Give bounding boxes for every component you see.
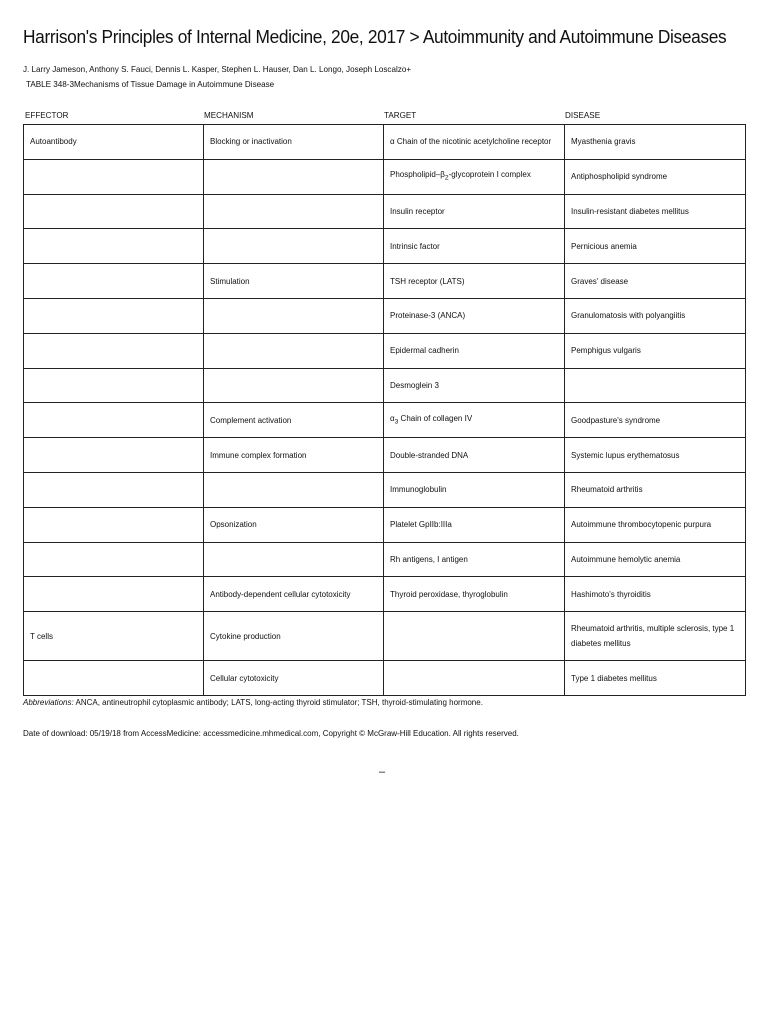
- disease-cell: Autoimmune thrombocytopenic purpura: [565, 507, 746, 542]
- download-notice: Date of download: 05/19/18 from AccessMedicine: accessmedicine.mhmedical.com, Copyright © McGraw-Hill Education. All rights reserved.: [23, 729, 519, 738]
- abbreviations-label: Abbreviations:: [23, 698, 74, 707]
- target-cell: Proteinase-3 (ANCA): [384, 298, 565, 333]
- target-text: Chain of collagen IV: [398, 413, 473, 423]
- target-cell: Immunoglobulin: [384, 472, 565, 507]
- target-cell: Double-stranded DNA: [384, 438, 565, 473]
- table-row: [24, 661, 746, 696]
- table-row: [24, 542, 746, 577]
- disease-cell: Goodpasture's syndrome: [565, 403, 746, 438]
- disease-cell: Pemphigus vulgaris: [565, 333, 746, 368]
- mechanism-cell: Opsonization: [204, 507, 384, 542]
- target-text: α: [390, 413, 395, 423]
- effector-cell: [24, 298, 204, 333]
- table-row: [24, 298, 746, 333]
- disease-cell: Type 1 diabetes mellitus: [565, 661, 746, 696]
- table-caption: TABLE 348-3Mechanisms of Tissue Damage in Autoimmune Disease: [26, 80, 275, 89]
- effector-cell: [24, 438, 204, 473]
- effector-cell: [24, 333, 204, 368]
- effector-cell: [24, 661, 204, 696]
- effector-cell: [24, 159, 204, 194]
- disease-cell: Autoimmune hemolytic anemia: [565, 542, 746, 577]
- column-header-effector: EFFECTOR: [25, 111, 69, 120]
- disease-cell: Myasthenia gravis: [565, 125, 746, 160]
- column-header-disease: DISEASE: [565, 111, 601, 120]
- effector-cell: [24, 368, 204, 403]
- table-row: [24, 368, 746, 403]
- target-cell: Insulin receptor: [384, 194, 565, 229]
- mechanism-cell: Antibody-dependent cellular cytotoxicity: [204, 577, 384, 612]
- table-row: [24, 125, 746, 160]
- target-cell: TSH receptor (LATS): [384, 264, 565, 299]
- column-header-mechanism: MECHANISM: [204, 111, 254, 120]
- target-cell: Rh antigens, I antigen: [384, 542, 565, 577]
- mechanism-cell: Blocking or inactivation: [204, 125, 384, 160]
- effector-cell: [24, 403, 204, 438]
- table-row: [24, 159, 746, 194]
- target-text: Phospholipid–β: [390, 170, 445, 180]
- mechanism-cell: [204, 229, 384, 264]
- mechanism-cell: Complement activation: [204, 403, 384, 438]
- mechanism-cell: [204, 298, 384, 333]
- table-row: [24, 472, 746, 507]
- disease-cell: Hashimoto's thyroiditis: [565, 577, 746, 612]
- effector-cell: [24, 507, 204, 542]
- mechanism-cell: [204, 194, 384, 229]
- mechanisms-table: [23, 124, 746, 696]
- mechanism-cell: Cellular cytotoxicity: [204, 661, 384, 696]
- table-row: [24, 438, 746, 473]
- mechanism-cell: Immune complex formation: [204, 438, 384, 473]
- page-marker: –: [379, 766, 386, 778]
- abbreviations-text: ANCA, antineutrophil cytoplasmic antibody; LATS, long-acting thyroid stimulator; TSH, thyroid-stimulating hormone.: [73, 698, 483, 707]
- target-cell: Desmoglein 3: [384, 368, 565, 403]
- mechanism-cell: [204, 542, 384, 577]
- effector-cell: Autoantibody: [24, 125, 204, 160]
- target-cell: [384, 403, 565, 438]
- effector-cell: [24, 577, 204, 612]
- disease-cell: Insulin-resistant diabetes mellitus: [565, 194, 746, 229]
- target-cell: Intrinsic factor: [384, 229, 565, 264]
- target-subscript: 2: [444, 174, 449, 182]
- target-cell: [384, 159, 565, 194]
- table-row: [24, 507, 746, 542]
- target-cell: Platelet GpIIb:IIIa: [384, 507, 565, 542]
- target-cell: Thyroid peroxidase, thyroglobulin: [384, 577, 565, 612]
- target-cell: [384, 612, 565, 661]
- disease-cell: Rheumatoid arthritis: [565, 472, 746, 507]
- effector-cell: [24, 264, 204, 299]
- disease-cell: Systemic lupus erythematosus: [565, 438, 746, 473]
- disease-cell: Antiphospholipid syndrome: [565, 159, 746, 194]
- effector-cell: T cells: [24, 612, 204, 661]
- table-row: [24, 333, 746, 368]
- mechanism-cell: [204, 159, 384, 194]
- mechanism-cell: [204, 368, 384, 403]
- mechanism-cell: [204, 472, 384, 507]
- table-row: [24, 612, 746, 661]
- table-row: [24, 264, 746, 299]
- target-cell: Epidermal cadherin: [384, 333, 565, 368]
- page-title: Harrison's Principles of Internal Medicine, 20e, 2017 > Autoimmunity and Autoimmune Diseases: [23, 26, 727, 47]
- table-row: [24, 577, 746, 612]
- table-row: [24, 229, 746, 264]
- mechanism-cell: Cytokine production: [204, 612, 384, 661]
- table-column-headers: [23, 111, 745, 123]
- table-row: [24, 194, 746, 229]
- effector-cell: [24, 229, 204, 264]
- effector-cell: [24, 472, 204, 507]
- target-subscript: 3: [394, 418, 399, 426]
- target-cell: [384, 661, 565, 696]
- mechanism-cell: Stimulation: [204, 264, 384, 299]
- effector-cell: [24, 194, 204, 229]
- abbreviations-footnote: [23, 698, 483, 707]
- effector-cell: [24, 542, 204, 577]
- disease-cell: Rheumatoid arthritis, multiple sclerosis, type 1 diabetes mellitus: [565, 612, 746, 661]
- table-row: [24, 403, 746, 438]
- target-cell: α Chain of the nicotinic acetylcholine receptor: [384, 125, 565, 160]
- disease-cell: Graves' disease: [565, 264, 746, 299]
- author-list: J. Larry Jameson, Anthony S. Fauci, Dennis L. Kasper, Stephen L. Hauser, Dan L. Longo, Joseph Loscalzo+: [23, 65, 412, 74]
- target-text: -glycoprotein I complex: [448, 170, 531, 180]
- disease-cell: Pernicious anemia: [565, 229, 746, 264]
- disease-cell: [565, 368, 746, 403]
- disease-cell: Granulomatosis with polyangiitis: [565, 298, 746, 333]
- column-header-target: TARGET: [384, 111, 417, 120]
- mechanism-cell: [204, 333, 384, 368]
